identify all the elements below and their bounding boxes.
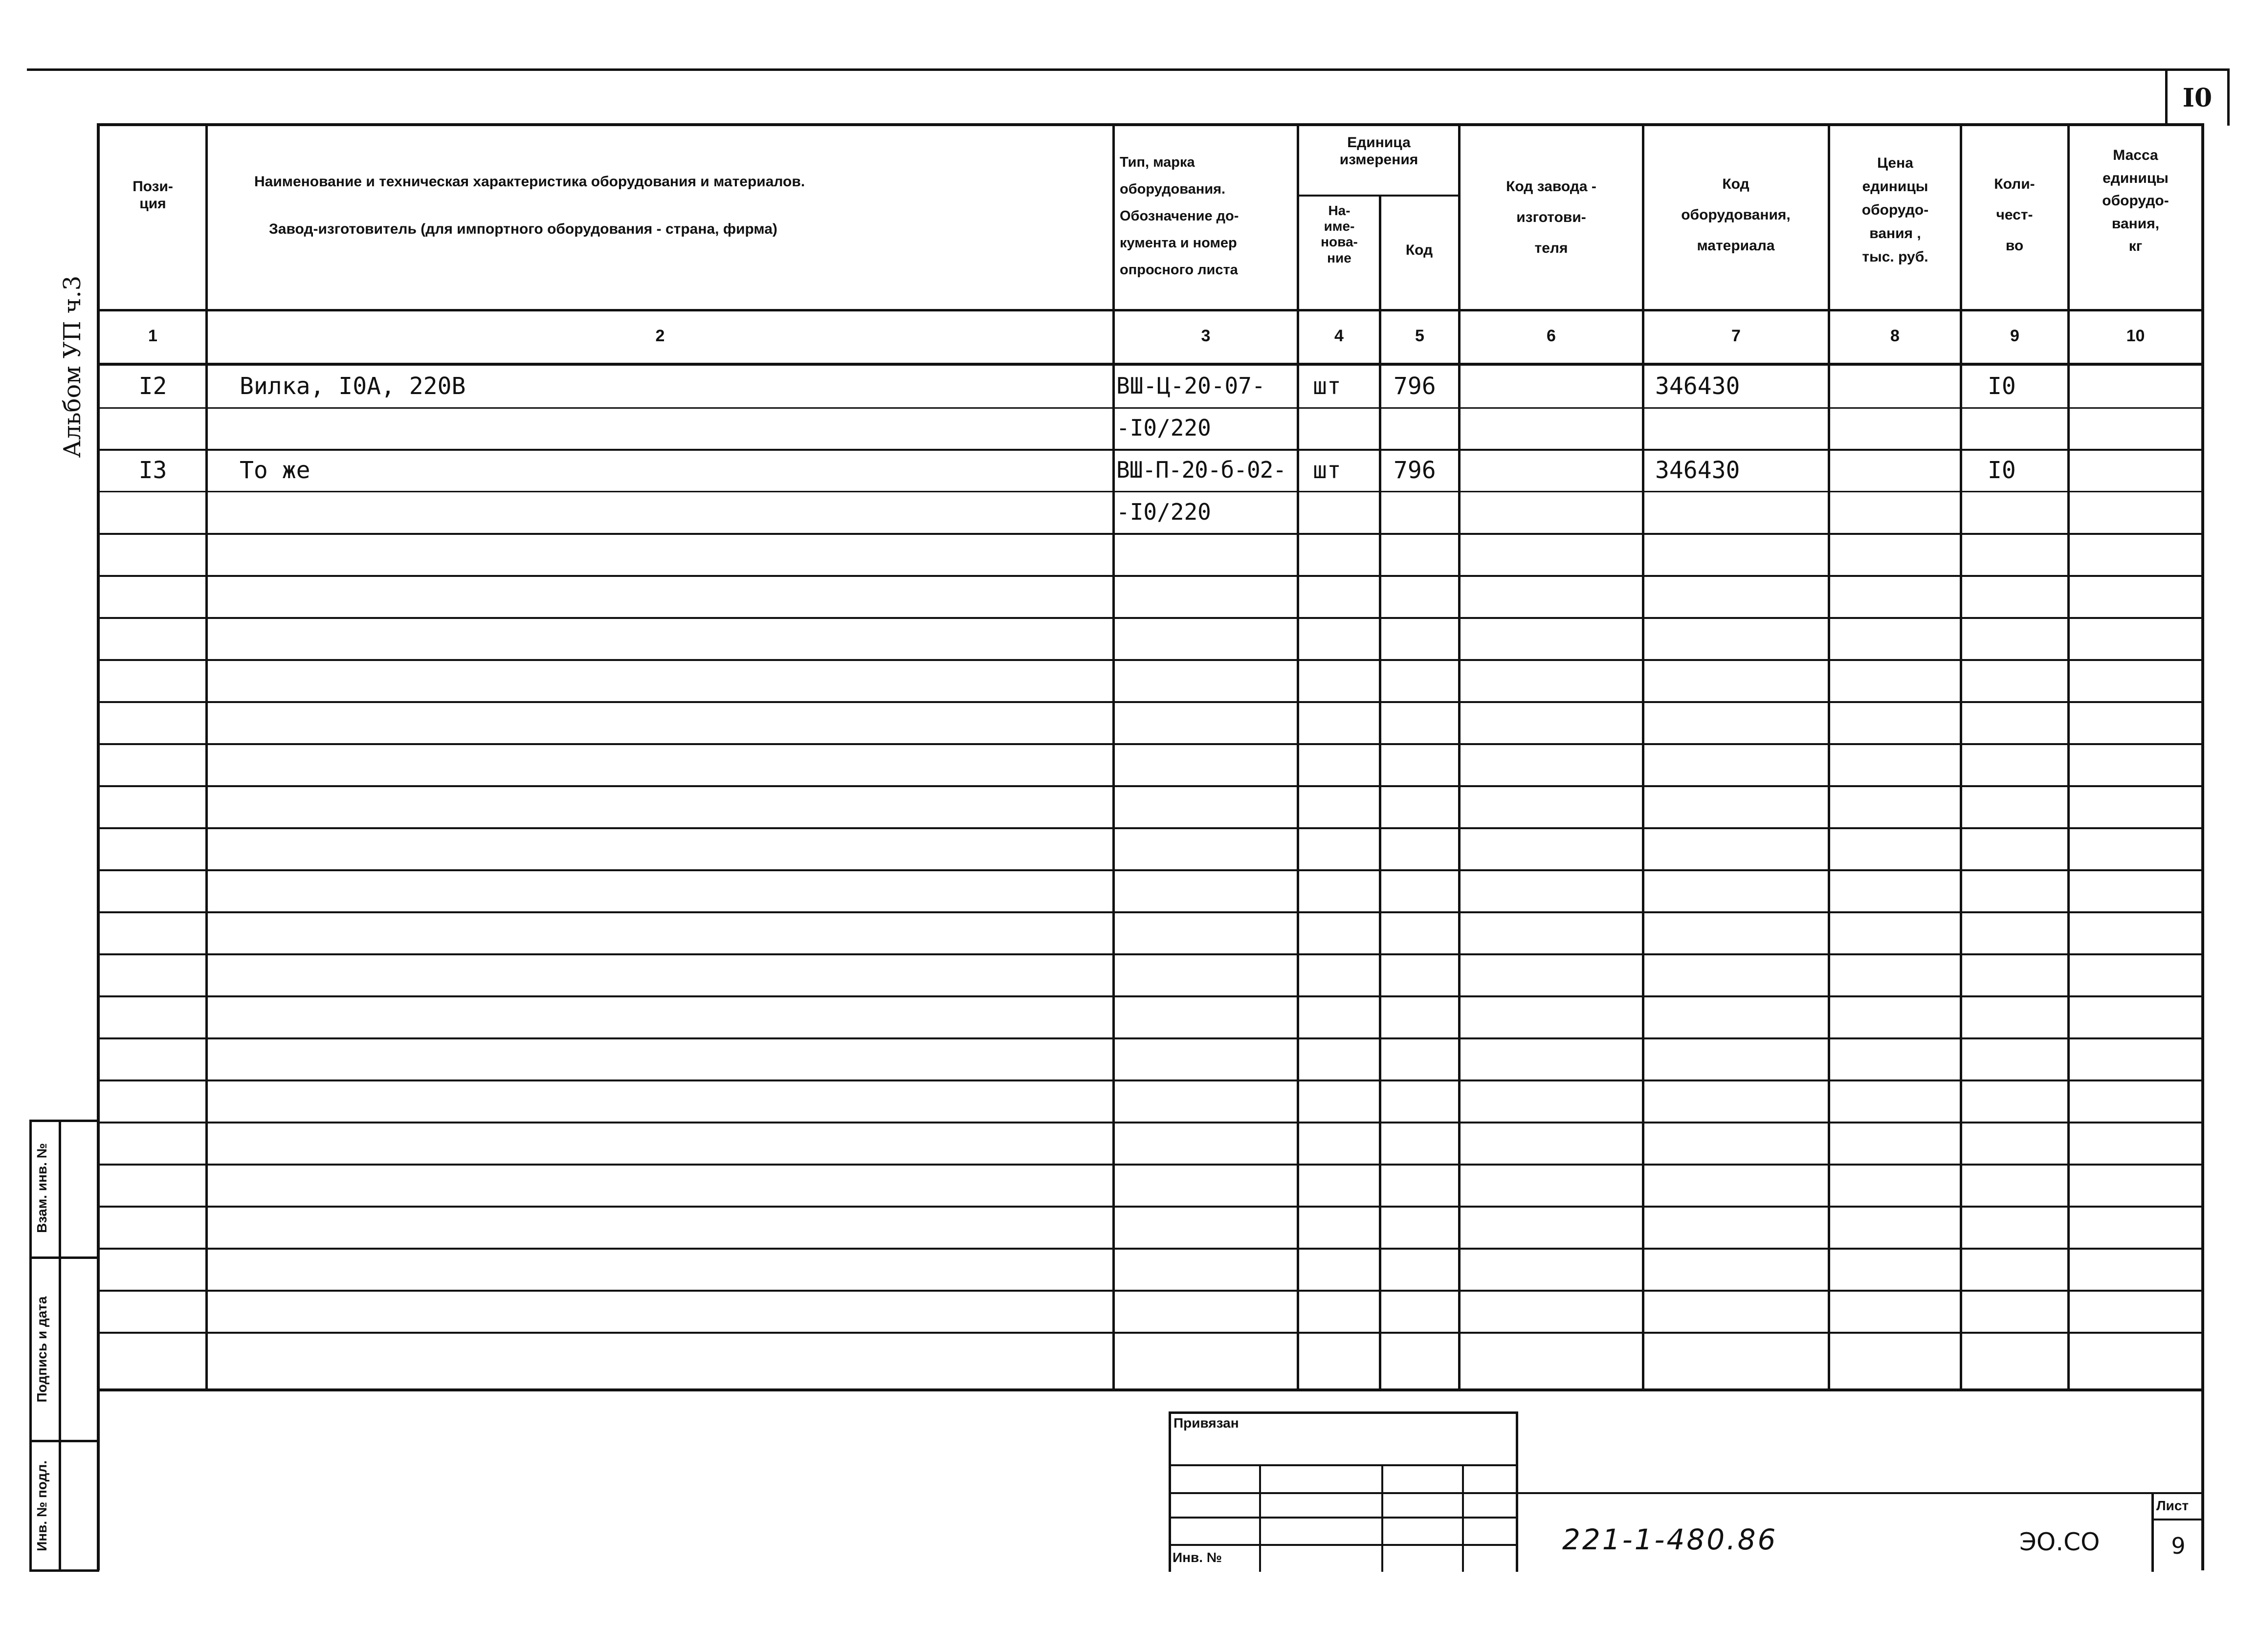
column-number: 3 xyxy=(1201,327,1211,345)
row-line xyxy=(97,1248,2204,1250)
column-number: 5 xyxy=(1415,327,1424,345)
column-number: 8 xyxy=(1890,327,1900,345)
header-bottom-border xyxy=(97,309,2204,311)
row-line xyxy=(97,659,2204,661)
row-line xyxy=(97,491,2204,492)
cell-unit-code: 796 xyxy=(1394,373,1436,400)
row-line xyxy=(97,533,2204,535)
title-block-code-top xyxy=(1516,1492,2204,1494)
header-factory-code: Код завода - изготови- теля xyxy=(1506,178,1596,256)
column-number: 4 xyxy=(1334,327,1344,345)
document-code: 221-1-480.86 xyxy=(1562,1523,1778,1556)
stamp-attached: Привязан xyxy=(1173,1415,1239,1431)
side-stamp-inner xyxy=(59,1120,61,1572)
document-suffix: ЭО.СО xyxy=(2019,1528,2100,1556)
page-number-box-right xyxy=(2227,71,2230,126)
col-divider-4 xyxy=(1379,196,1381,1389)
col-divider-6 xyxy=(1642,123,1644,1389)
header-unit-name: На- име- нова- ние xyxy=(1321,203,1358,265)
header-quantity: Коли- чест- во xyxy=(1994,176,2035,254)
header-name-line2: Завод-изготовитель (для импортного оборудования - страна, фирма) xyxy=(269,221,777,237)
row-line xyxy=(97,1332,2204,1334)
header-type: Тип, марка оборудования. Обозначение до- кумента и номер опросного листа xyxy=(1120,154,1239,278)
table-bottom-border xyxy=(97,1388,2204,1391)
title-block-col xyxy=(1462,1465,1464,1572)
side-stamp-left xyxy=(29,1120,32,1572)
row-line xyxy=(97,701,2204,703)
row-line xyxy=(97,869,2204,871)
title-block-left xyxy=(1169,1411,1171,1572)
header-name-line1: Наименование и техническая характеристика оборудования и материалов. xyxy=(254,174,805,190)
title-block-row xyxy=(1169,1492,1518,1494)
row-line xyxy=(97,995,2204,997)
row-line xyxy=(97,1122,2204,1123)
row-line xyxy=(97,953,2204,955)
cell-unit: шт xyxy=(1313,457,1341,484)
header-mass: Масса единицы оборудо- вания, кг xyxy=(2102,147,2169,254)
header-position: Пози- ция xyxy=(133,178,173,212)
col-divider-1 xyxy=(205,123,208,1389)
row-line xyxy=(97,1037,2204,1039)
side-stamp-inv-podl: Инв. № подл. xyxy=(34,1460,49,1551)
title-block-row xyxy=(1169,1544,1518,1546)
column-number: 7 xyxy=(1731,327,1741,345)
column-numbers-bottom-border xyxy=(97,363,2204,366)
row-line xyxy=(97,1079,2204,1081)
cell-name: То же xyxy=(240,457,310,484)
row-line xyxy=(97,407,2204,409)
col-divider-5 xyxy=(1458,123,1461,1389)
sheet-box-split xyxy=(2151,1519,2204,1520)
title-block-row xyxy=(1169,1517,1518,1519)
cell-equipment-code: 346430 xyxy=(1655,373,1740,400)
cell-type: ВШ-Ц-20-07- xyxy=(1116,373,1265,399)
cell-equipment-code: 346430 xyxy=(1655,457,1740,484)
cell-type: ВШ-П-20-б-02- xyxy=(1116,457,1286,483)
cell-name: Вилка, I0А, 220В xyxy=(240,373,466,400)
col-divider-3 xyxy=(1297,123,1299,1389)
column-number: 1 xyxy=(148,327,157,345)
row-line xyxy=(97,449,2204,451)
page-number-top: I0 xyxy=(2182,83,2213,113)
column-number: 10 xyxy=(2126,327,2145,345)
row-line xyxy=(97,1206,2204,1208)
table-left-border xyxy=(97,123,100,1570)
row-line xyxy=(97,911,2204,913)
stamp-inv-no: Инв. № xyxy=(1173,1550,1222,1565)
title-block-col xyxy=(1381,1465,1383,1572)
col-divider-2 xyxy=(1112,123,1115,1389)
album-side-label: Альбом УП ч.3 xyxy=(59,275,86,458)
cell-quantity: I0 xyxy=(1988,457,2016,484)
cell-unit: шт xyxy=(1313,373,1341,400)
column-number: 2 xyxy=(655,327,665,345)
title-block-row xyxy=(1169,1464,1518,1466)
col-divider-8 xyxy=(1960,123,1962,1389)
side-stamp-vzam-inv: Взам. инв. № xyxy=(34,1143,49,1233)
header-unit-code: Код xyxy=(1405,242,1433,258)
row-line xyxy=(97,785,2204,787)
column-number: 9 xyxy=(2010,327,2019,345)
row-line xyxy=(97,1290,2204,1292)
row-line xyxy=(97,827,2204,829)
table-right-border xyxy=(2201,123,2204,1570)
sheet-box-left xyxy=(2151,1492,2154,1572)
cell-type: -I0/220 xyxy=(1116,415,1211,441)
sheet-label: Лист xyxy=(2156,1498,2189,1513)
header-unit-group: Единица измерения xyxy=(1339,134,1418,168)
unit-group-split xyxy=(1298,195,1460,197)
cell-position: I2 xyxy=(138,373,167,400)
side-stamp-divider-1 xyxy=(29,1256,99,1259)
header-equipment-code: Код оборудования, материала xyxy=(1681,176,1791,254)
cell-unit-code: 796 xyxy=(1394,457,1436,484)
top-rule xyxy=(27,68,2230,71)
title-block-col xyxy=(1259,1465,1261,1572)
cell-position: I3 xyxy=(138,457,167,484)
sheet-number: 9 xyxy=(2171,1533,2186,1559)
column-number: 6 xyxy=(1547,327,1556,345)
header-price: Цена единицы оборудо- вания , тыс. руб. xyxy=(1861,155,1929,265)
col-divider-7 xyxy=(1828,123,1830,1389)
side-stamp-sign-date: Подпись и дата xyxy=(34,1296,49,1403)
col-divider-9 xyxy=(2067,123,2070,1389)
row-line xyxy=(97,575,2204,577)
row-line xyxy=(97,617,2204,619)
row-line xyxy=(97,1164,2204,1166)
title-block-mid xyxy=(1516,1411,1518,1572)
table-top-border xyxy=(97,123,2204,126)
cell-type: -I0/220 xyxy=(1116,499,1211,525)
row-line xyxy=(97,743,2204,745)
title-block-top xyxy=(1169,1411,1518,1414)
cell-quantity: I0 xyxy=(1988,373,2016,400)
